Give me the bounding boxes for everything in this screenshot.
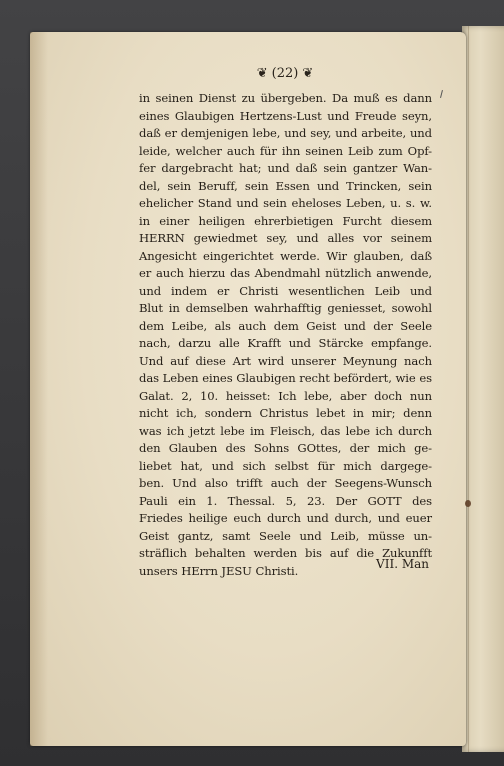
text-line: unsers HErrn JESU Christi. (139, 563, 299, 578)
text-line: eines Glaubigen Hertzens-Lust und Freude seyn, (139, 108, 432, 123)
text-line: nach, darzu alle Krafft und Stärcke empfange. (139, 336, 432, 350)
text-line: daß er demjenigen lebe, und sey, und arbeite, und (139, 126, 432, 140)
text-line: del, sein Beruff, sein Essen und Trincken, sein (139, 178, 432, 193)
text-line: er auch hierzu das Abendmahl nützlich anwende, (139, 266, 432, 280)
catchword: VII. Man (376, 557, 429, 571)
text-line: liebet hat, und sich selbst für mich dargege- (139, 458, 432, 473)
ornament-right-icon: ❦ (302, 65, 314, 81)
pencil-mark (440, 90, 443, 98)
page-header (240, 63, 330, 83)
text-line: Blut in demselben wahrhafftig geniesset, sowohl (139, 301, 432, 315)
text-line: nicht ich, sondern Christus lebet in mir; denn (139, 406, 432, 420)
text-line: fer dargebracht hat; und daß sein gantzer Wan- (139, 161, 432, 175)
text-line: Galat. 2, 10. heisset: Ich lebe, aber doch nun (139, 388, 432, 403)
text-line: ehelicher Stand und sein eheloses Leben, u. s. w. (139, 196, 432, 210)
text-line: HERRN gewiedmet sey, und alles vor seinem (139, 231, 432, 245)
text-line: in seinen Dienst zu übergeben. Da muß es dann (139, 91, 432, 105)
text-line: das Leben eines Glaubigen recht befördert, wie es (139, 371, 432, 385)
ornament-left-icon: ❦ (256, 65, 268, 81)
text-line: Friedes heilige euch durch und durch, und euer (139, 511, 432, 525)
ink-stain (465, 500, 471, 507)
text-line: und indem er Christi wesentlichen Leib und (139, 283, 432, 298)
text-line: den Glauben des Sohns GOttes, der mich ge- (139, 441, 432, 455)
text-line: Geist gantz, samt Seele und Leib, müsse un- (139, 528, 432, 543)
text-line: sträflich behalten werden bis auf die Zukunfft (139, 546, 432, 560)
text-line: Pauli ein 1. Thessal. 5, 23. Der GOTT des (139, 493, 432, 508)
text-line: ben. Und also trifft auch der Seegens-Wunsch (139, 476, 432, 490)
text-line: dem Leibe, als auch dem Geist und der Seele (139, 318, 432, 333)
text-line: in einer heiligen ehrerbietigen Furcht diesem (139, 213, 432, 228)
adjacent-page-edge (462, 26, 504, 752)
page-number: (22) (271, 65, 299, 81)
text-line: was ich jetzt lebe im Fleisch, das lebe ich durch (139, 423, 432, 438)
text-line: Angesicht eingerichtet werde. Wir glauben, daß (139, 248, 432, 263)
text-line: leide, welcher auch für ihn seinen Leib zum Opf- (139, 143, 432, 158)
text-line: Und auf diese Art wird unserer Meynung nach (139, 353, 432, 368)
body-text (139, 90, 432, 580)
